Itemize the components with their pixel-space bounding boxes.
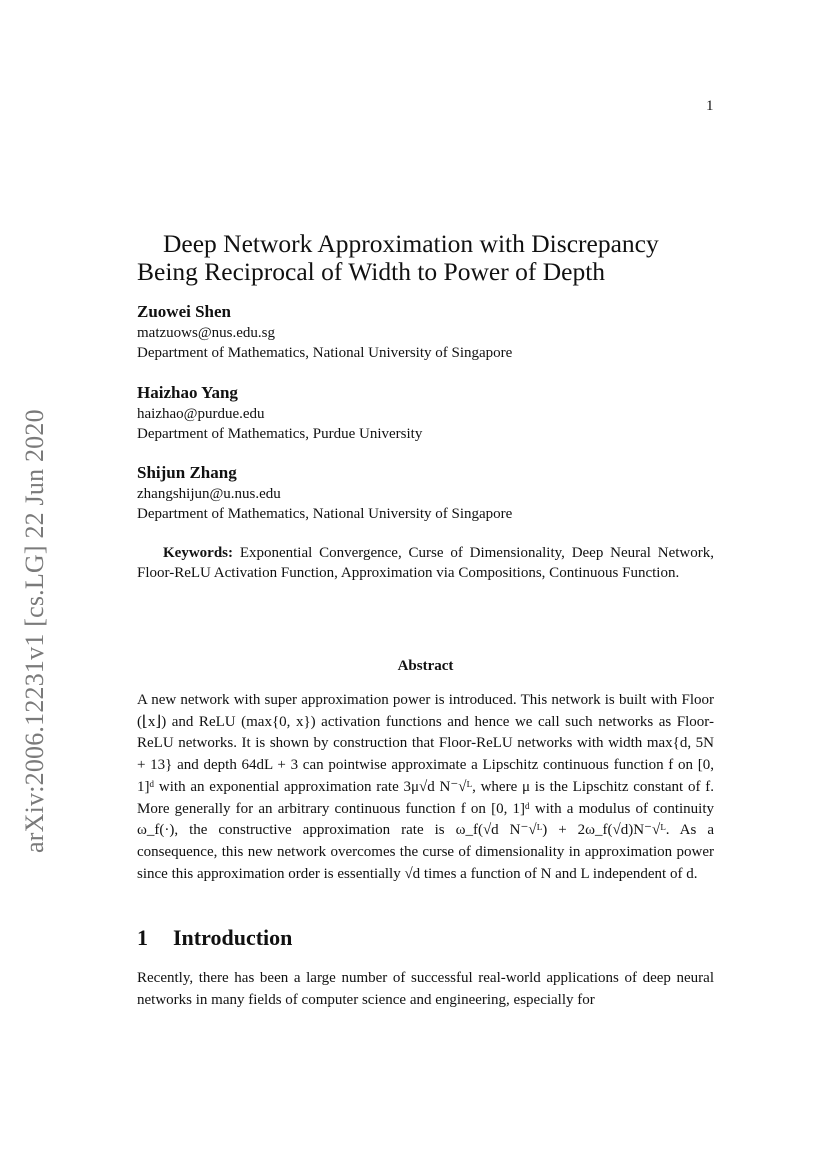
section-heading <box>137 925 292 951</box>
keywords-paragraph <box>137 543 714 583</box>
author-block <box>137 462 737 524</box>
author-affiliation: Department of Mathematics, National University of Singapore <box>137 506 513 522</box>
title-line-1: Deep Network Approximation with Discrepancy <box>163 229 659 258</box>
introduction-text: Recently, there has been a large number of successful real-world applications of deep neural networks in many fields of computer science and engineering, especially for <box>137 970 714 1008</box>
keywords-label: Keywords: <box>163 545 233 561</box>
author-affiliation: Department of Mathematics, National University of Singapore <box>137 345 513 361</box>
author-affiliation: Department of Mathematics, Purdue University <box>137 426 423 442</box>
author-email: matzuows@nus.edu.sg <box>137 325 275 341</box>
section-number: 1 <box>137 925 148 950</box>
author-name: Shijun Zhang <box>137 463 237 482</box>
page-number: 1 <box>706 98 714 114</box>
author-name: Zuowei Shen <box>137 302 231 321</box>
author-block <box>137 382 737 444</box>
paper-title <box>137 230 737 286</box>
title-line-2: Being Reciprocal of Width to Power of Depth <box>137 257 606 286</box>
abstract-heading: Abstract <box>397 658 454 674</box>
author-block <box>137 301 737 363</box>
arxiv-stamp: arXiv:2006.12231v1 [cs.LG] 22 Jun 2020 <box>20 409 49 853</box>
author-email: zhangshijun@u.nus.edu <box>137 486 281 502</box>
abstract-text: A new network with super approximation power is introduced. This network is built with Floor (⌊x⌋) and ReLU (max{0, x}) activation functions and hence we call such networks as Floor-ReLU networks. It is shown by construction that Floor-ReLU networks with width max{d, 5N + 13} and depth 64dL + 3 can pointwise approximate a Lipschitz continuous function f on [0, 1]ᵈ with an exponential approximation rate 3μ√d N⁻√ᴸ, where μ is the Lipschitz constant of f. More generally for an arbitrary continuous function f on [0, 1]ᵈ with a modulus of continuity ω_f(·), the constructive approximation rate is ω_f(√d N⁻√ᴸ) + 2ω_f(√d)N⁻√ᴸ. As a consequence, this new network overcomes the curse of dimensionality in approximation power since this approximation order is essentially √d times a function of N and L independent of d. <box>137 692 714 882</box>
keywords-text: Exponential Convergence, Curse of Dimensionality, Deep Neural Network, Floor-ReLU Activation Function, Approximation via Compositions, Continuous Function. <box>137 545 714 581</box>
section-title: Introduction <box>173 925 293 950</box>
author-name: Haizhao Yang <box>137 383 238 402</box>
author-email: haizhao@purdue.edu <box>137 406 265 422</box>
